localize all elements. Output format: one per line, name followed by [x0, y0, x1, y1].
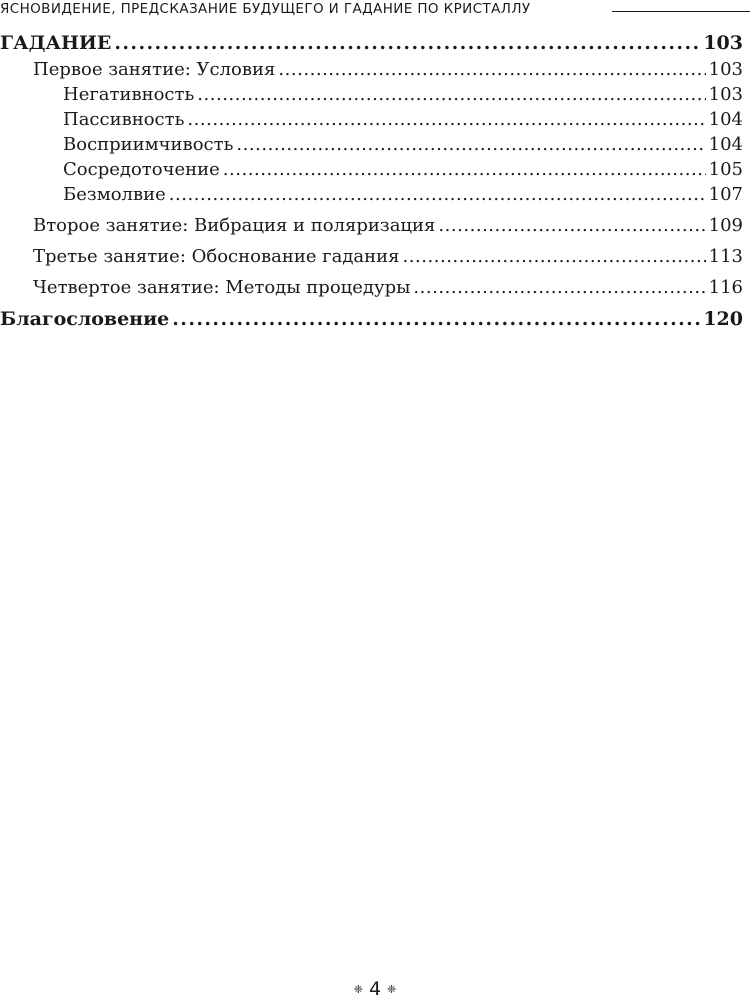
toc-entry-page: 107: [708, 184, 743, 205]
toc-entry-lesson-3[interactable]: [0, 244, 743, 269]
toc-entry-title: Восприимчивость: [63, 134, 234, 155]
toc-leader-dots: [223, 157, 706, 182]
toc-entry-concentration[interactable]: [0, 157, 743, 182]
toc-entry-title: Безмолвие: [63, 184, 166, 205]
page-number: 4: [368, 978, 382, 1000]
toc-entry-page: 103: [708, 59, 743, 80]
toc-entry-lesson-1[interactable]: [0, 57, 743, 82]
toc-entry-silence[interactable]: [0, 182, 743, 207]
header-rule: [612, 11, 750, 12]
toc-entry-title: Пассивность: [63, 109, 185, 130]
toc-leader-dots: [413, 275, 705, 300]
running-title: ЯСНОВИДЕНИЕ, ПРЕДСКАЗАНИЕ БУДУЩЕГО И ГАДАНИЕ ПО КРИСТАЛЛУ: [0, 1, 531, 17]
toc-entry-negativity[interactable]: [0, 82, 743, 107]
toc-entry-page: 116: [708, 277, 743, 298]
toc-entry-page: 104: [708, 109, 743, 130]
toc-leader-dots: [438, 213, 705, 238]
page-footer: [0, 978, 750, 1000]
toc-entry-title: Первое занятие: Условия: [33, 59, 276, 80]
toc-leader-dots: [172, 306, 700, 333]
toc-entry-title: Четвертое занятие: Методы процедуры: [33, 277, 411, 298]
toc-entry-title: Сосредоточение: [63, 159, 220, 180]
toc-entry-page: 103: [708, 84, 743, 105]
toc-entry-page: 113: [708, 246, 743, 267]
toc-entry-title: Благословение: [0, 308, 170, 330]
toc-entry-blessing[interactable]: [0, 306, 743, 333]
toc-leader-dots: [187, 107, 705, 132]
toc-entry-passivity[interactable]: [0, 107, 743, 132]
toc-leader-dots: [114, 30, 700, 57]
toc-entry-title: Третье занятие: Обоснование гадания: [33, 246, 400, 267]
toc-entry-page: 104: [708, 134, 743, 155]
toc-entry-page: 105: [708, 159, 743, 180]
toc-entry-lesson-2[interactable]: [0, 213, 743, 238]
toc-entry-page: 109: [708, 215, 743, 236]
ornament-right-icon: ❈: [387, 983, 397, 996]
toc-leader-dots: [169, 182, 706, 207]
toc-leader-dots: [197, 82, 705, 107]
toc-entry-title: Негативность: [63, 84, 195, 105]
toc-entry-lesson-4[interactable]: [0, 275, 743, 300]
toc-leader-dots: [278, 57, 705, 82]
toc-entry-page: 103: [703, 32, 743, 54]
running-header: [0, 0, 750, 22]
toc-entry-gadanie[interactable]: [0, 30, 743, 57]
toc-entry-title: Второе занятие: Вибрация и поляризация: [33, 215, 436, 236]
ornament-left-icon: ❈: [353, 983, 363, 996]
toc-leader-dots: [236, 132, 705, 157]
toc-entry-receptivity[interactable]: [0, 132, 743, 157]
toc-entry-page: 120: [703, 308, 743, 330]
toc-leader-dots: [403, 244, 706, 269]
toc-entry-title: ГАДАНИЕ: [0, 32, 112, 54]
table-of-contents: [0, 30, 743, 333]
